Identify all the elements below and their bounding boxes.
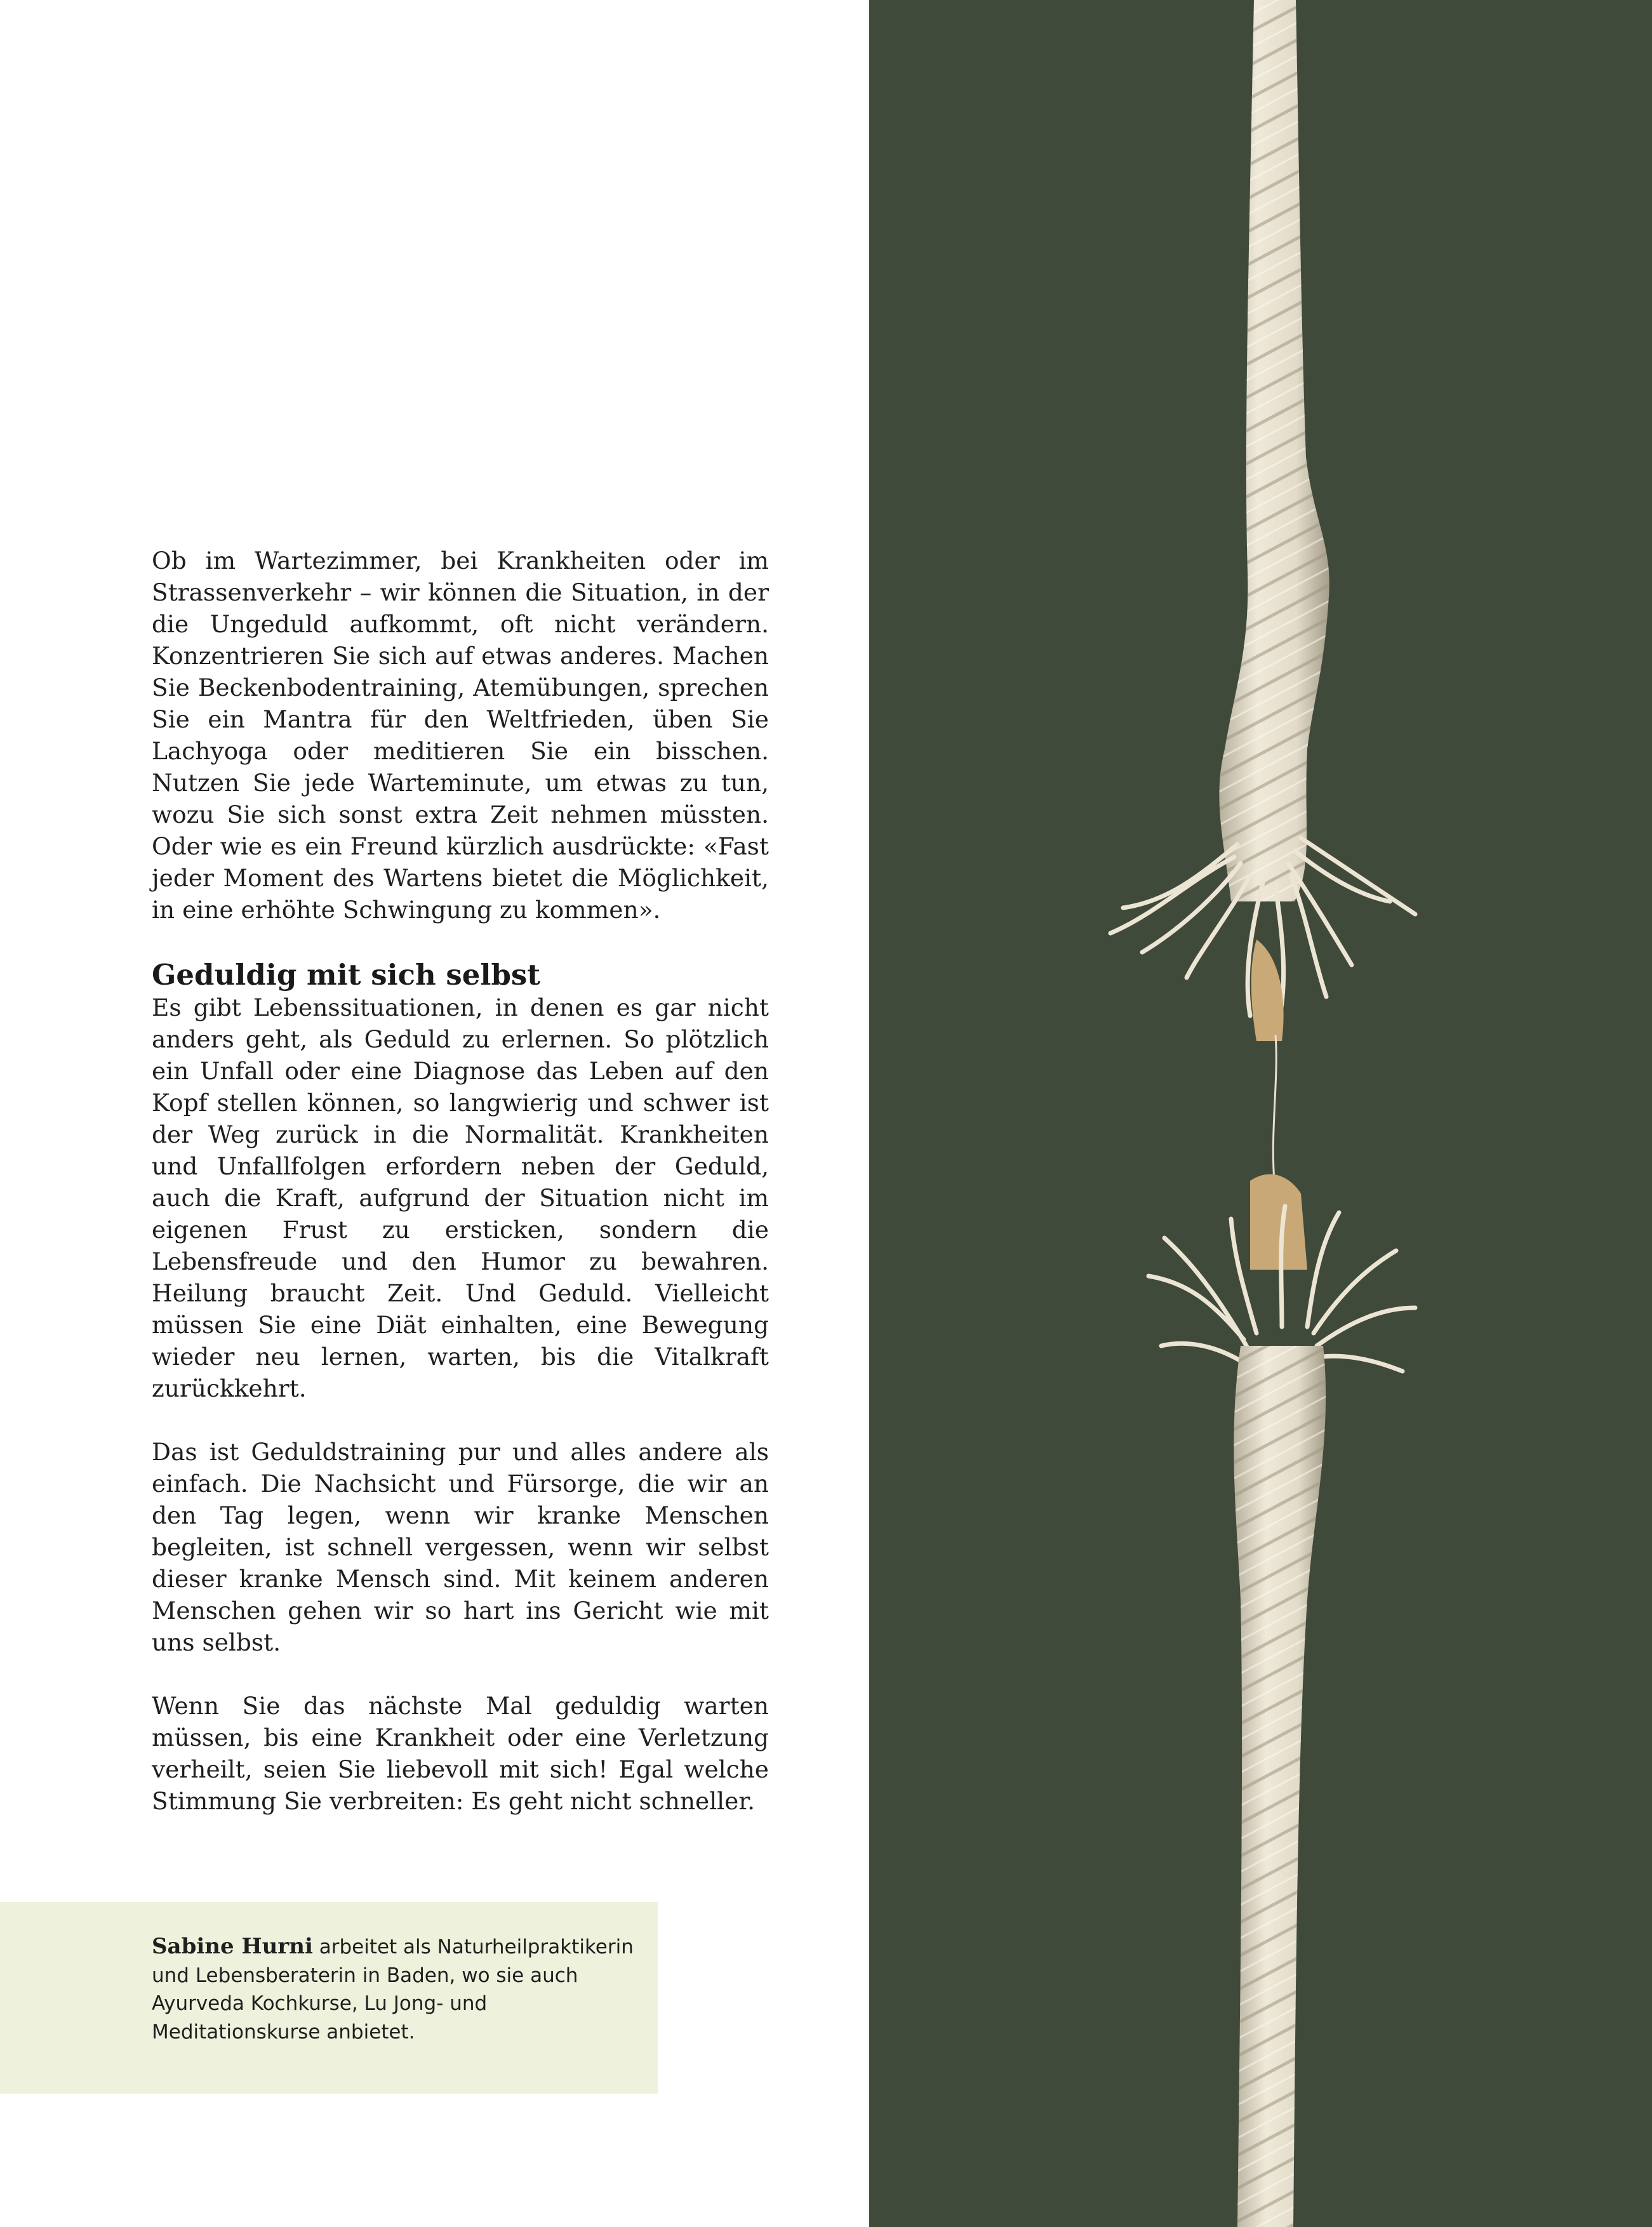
frayed-rope-photo	[869, 0, 1652, 2227]
body-paragraph-3: Wenn Sie das nächste Mal geduldig warten müssen, bis eine Krankheit oder eine Verletzung verheilt, seien Sie liebevoll mit sich! Egal welche Stimmung Sie verbreiten: Es geht nicht schneller.	[152, 1692, 769, 1815]
section-heading: Geduldig mit sich selbst	[152, 958, 541, 992]
frayed-rope-icon	[869, 0, 1652, 2227]
body-paragraph-2: Das ist Geduldstraining pur und alles andere als einfach. Die Nachsicht und Fürsorge, die wir an den Tag legen, wenn wir kranke Menschen begleiten, ist schnell vergessen, wenn wir selbst dieser kranke Mensch sind. Mit keinem anderen Menschen gehen wir so hart ins Gericht wie mit uns selbst.	[152, 1438, 769, 1656]
body-paragraph-1: Es gibt Lebenssituationen, in denen es gar nicht anders geht, als Geduld zu erlernen. So plötzlich ein Unfall oder eine Diagnose das Leben auf den Kopf stellen können, so langwierig und schwer ist der Weg zurück in die Normalität. Krankheiten und Unfallfolgen erfordern neben der Geduld, auch die Kraft, aufgrund der Situation nicht im eigenen Frust zu ersticken, sondern die Lebensfreude und den Humor zu bewahren. Heilung braucht Zeit. Und Geduld. Vielleicht müssen Sie eine Diät einhalten, eine Bewegung wieder neu lernen, warten, bis die Vitalkraft zurückkehrt.	[152, 994, 769, 1402]
author-name: Sabine Hurni	[152, 1934, 313, 1959]
author-bio-text: arbeitet als Naturheilpraktikerin und Lebensberaterin in Baden, wo sie auch Ayurveda Kochkurse, Lu Jong- und Meditationskurse anbietet.	[152, 1936, 634, 2044]
article-body	[152, 545, 769, 1817]
author-bio	[152, 1932, 647, 2046]
intro-paragraph: Ob im Wartezimmer, bei Krankheiten oder im Strassenverkehr – wir können die Situation, in der die Ungeduld aufkommt, oft nicht verändern. Konzentrieren Sie sich auf etwas anderes. Machen Sie Beckenbodentraining, Atemübungen, sprechen Sie ein Mantra für den Weltfrieden, üben Sie Lachyoga oder meditieren Sie ein bisschen. Nutzen Sie jede Warteminute, um etwas zu tun, wozu Sie sich sonst extra Zeit nehmen müssten. Oder wie es ein Freund kürzlich ausdrückte: «Fast jeder Moment des Wartens bietet die Möglichkeit, in eine erhöhte Schwingung zu kommen».	[152, 547, 769, 924]
